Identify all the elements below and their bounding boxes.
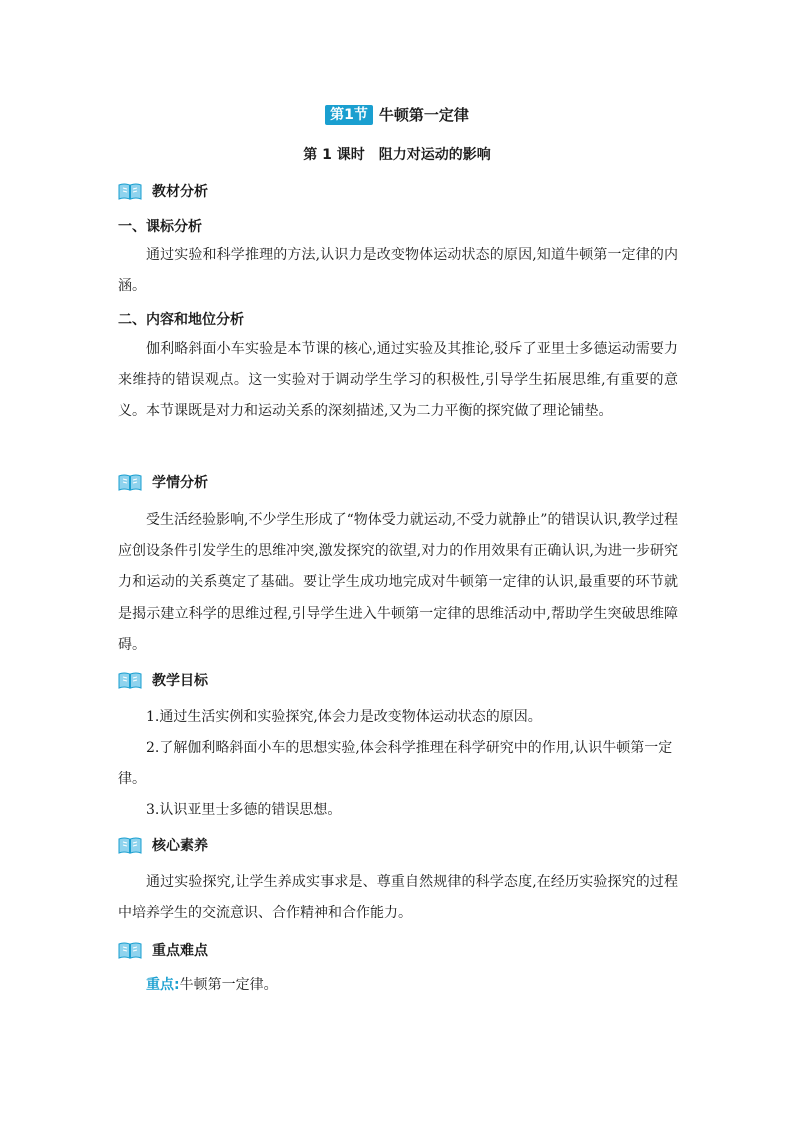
open-book-icon bbox=[118, 182, 142, 200]
lesson-topic: 阻力对运动的影响 bbox=[378, 147, 491, 163]
section-title: 教材分析 bbox=[152, 184, 208, 200]
subheading-curriculum: 一、课标分析 bbox=[118, 219, 202, 235]
goal-item: 2.了解伽利略斜面小车的思想实验,体会科学推理在科学研究中的作用,认识牛顿第一定律。 bbox=[118, 740, 673, 788]
chapter-header bbox=[0, 104, 794, 125]
open-book-icon bbox=[118, 941, 142, 959]
section-heading-literacy bbox=[118, 835, 208, 855]
lesson-number: 第 1 课时 bbox=[303, 147, 365, 163]
key-point-text: 牛顿第一定律。 bbox=[179, 977, 278, 993]
section-badge: 第1节 bbox=[325, 105, 373, 125]
open-book-icon bbox=[118, 836, 142, 854]
paragraph-content-position: 伽利略斜面小车实验是本节课的核心,通过实验及其推论,驳斥了亚里士多德运动需要力来维持的错误观点。这一实验对于调动学生学习的积极性,引导学生拓展思维,有重要的意义。本节课既是对力和运动关系的深刻描述,又为二力平衡的探究做了理论铺垫。 bbox=[118, 341, 678, 420]
section-heading-keypoints bbox=[118, 940, 208, 960]
open-book-icon bbox=[118, 473, 142, 491]
goal-item: 1.通过生活实例和实验探究,体会力是改变物体运动状态的原因。 bbox=[146, 709, 542, 725]
section-title: 核心素养 bbox=[152, 838, 208, 854]
lesson-subtitle bbox=[0, 144, 794, 164]
section-heading-material bbox=[118, 181, 208, 201]
paragraph-curriculum: 通过实验和科学推理的方法,认识力是改变物体运动状态的原因,知道牛顿第一定律的内涵。 bbox=[118, 247, 678, 295]
section-title: 学情分析 bbox=[152, 475, 208, 491]
open-book-icon bbox=[118, 671, 142, 689]
section-heading-learners bbox=[118, 472, 208, 492]
key-point-line bbox=[146, 974, 278, 994]
section-heading-goals bbox=[118, 670, 208, 690]
key-point-label: 重点: bbox=[146, 977, 180, 993]
chapter-title: 牛顿第一定律 bbox=[378, 106, 469, 124]
subheading-content-position: 二、内容和地位分析 bbox=[118, 312, 244, 328]
section-title: 教学目标 bbox=[152, 673, 208, 689]
paragraph-learners: 受生活经验影响,不少学生形成了“物体受力就运动,不受力就静止”的错误认识,教学过程应创设条件引发学生的思维冲突,激发探究的欲望,对力的作用效果有正确认识,为进一步研究力和运动的关系奠定了基础。要让学生成功地完成对牛顿第一定律的认识,最重要的环节就是揭示建立科学的思维过程,引导学生进入牛顿第一定律的思维活动中,帮助学生突破思维障碍。 bbox=[118, 512, 678, 653]
section-title: 重点难点 bbox=[152, 943, 208, 959]
goal-item: 3.认识亚里士多德的错误思想。 bbox=[146, 802, 342, 818]
paragraph-literacy: 通过实验探究,让学生养成实事求是、尊重自然规律的科学态度,在经历实验探究的过程中培养学生的交流意识、合作精神和合作能力。 bbox=[118, 874, 678, 922]
